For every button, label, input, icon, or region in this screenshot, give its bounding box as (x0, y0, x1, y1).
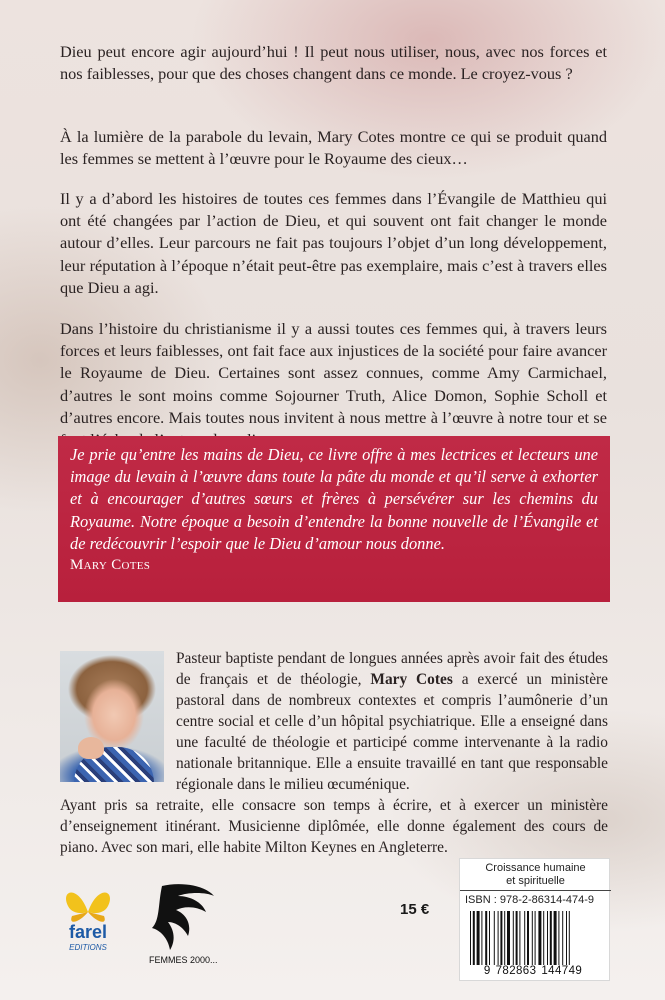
bio-author-name: Mary Cotes (370, 671, 453, 688)
quote-box (58, 436, 610, 602)
quote-author: Mary Cotes (70, 557, 151, 574)
bio-text-start: Pasteur baptiste pendant de longues années après avoir fait des études de français et de théologie, (176, 650, 608, 688)
isbn-number: ISBN : 978-2-86314-474-9 (465, 894, 595, 906)
author-photo (60, 651, 164, 782)
femmes-2000-label: FEMMES 2000... (149, 955, 218, 965)
barcode-icon (468, 911, 602, 965)
bio-text-continued: a exercé un ministère pastoral dans de nombreux contextes et compris l’aumônerie d’un centre social et celle d’un hôpital psychiatrique. Elle a enseigné dans une faculté de théologie et participé comme intervenante à la radio nationale britannique. Elle a ensuite travaillé en tant que responsable régionale dans le milieu œcuménique. (176, 671, 608, 793)
isbn-box (459, 858, 610, 981)
barcode-digits-group-1: 782863 (495, 965, 537, 977)
farel-editions-logo (58, 882, 118, 962)
category-line-1: Croissance humaine (485, 862, 586, 874)
intro-paragraph-3: Il y a d’abord les histoires de toutes ces femmes dans l’Évangile de Matthieu qui ont été changées par l’action de Dieu, et qui souvent ont fait changer le monde autour d’elles. Leur parcours ne fait pas toujours l’objet d’un long développement, leur réputation à l’époque n’était peut-être pas exemplaire, mais c’est à travers elles que Dieu a agi. (60, 189, 607, 297)
bio-text-end: Ayant pris sa retraite, elle consacre son temps à écrire, et à exercer un ministère d’enseignement itinérant. Musicienne diplômée, elle donne également des cours de piano. Avec son mari, elle habite Milton Keynes en Angleterre. (60, 797, 608, 856)
photo-hand (78, 737, 104, 759)
isbn-divider (460, 890, 611, 891)
barcode-digits-group-2: 144749 (541, 965, 583, 977)
price: 15 € (400, 901, 430, 918)
quote-text: Je prie qu’entre les mains de Dieu, ce livre offre à mes lectrices et lecteurs une image du levain à l’œuvre dans toute la pâte du monde et qu’il serve à exhorter et à encourager d’autres sœurs et frères à persévérer sur les chemins du Royaume. Notre époque a besoin d’entendre la bonne nouvelle de l’Évangile et de redécouvrir l’espoir que le Dieu d’amour nous donne. (70, 445, 598, 553)
barcode-digits (460, 965, 611, 977)
category-label (460, 862, 611, 888)
intro-paragraph-1: Dieu peut encore agir aujourd’hui ! Il peut nous utiliser, nous, avec nos forces et nos faiblesses, pour que des choses changent dans ce monde. Le croyez-vous ? (60, 42, 607, 84)
farel-butterfly-icon (66, 893, 110, 914)
author-bio (60, 648, 608, 858)
farel-sub: EDITIONS (69, 943, 107, 952)
intro-paragraph-4: Dans l’histoire du christianisme il y a aussi toutes ces femmes qui, à travers leurs forces et leurs faiblesses, ont fait face aux injustices de la société pour faire avancer le Royaume de Dieu. Certaines sont assez connues, comme Amy Carmichael, d’autres le sont moins comme Sojourner Truth, Alice Domon, Sophie Scholl et d’autres encore. Mais toutes nous invitent à nous mettre à l’œuvre à notre tour et se (60, 319, 607, 427)
farel-name: farel (68, 922, 108, 942)
intro-paragraph-2: À la lumière de la parabole du levain, Mary Cotes montre ce qui se produit quand les femmes se mettent à l’œuvre pour le Royaume des cieux… (60, 127, 607, 169)
barcode-digit-first: 9 (483, 965, 491, 977)
category-line-2: et spirituelle (506, 875, 565, 887)
